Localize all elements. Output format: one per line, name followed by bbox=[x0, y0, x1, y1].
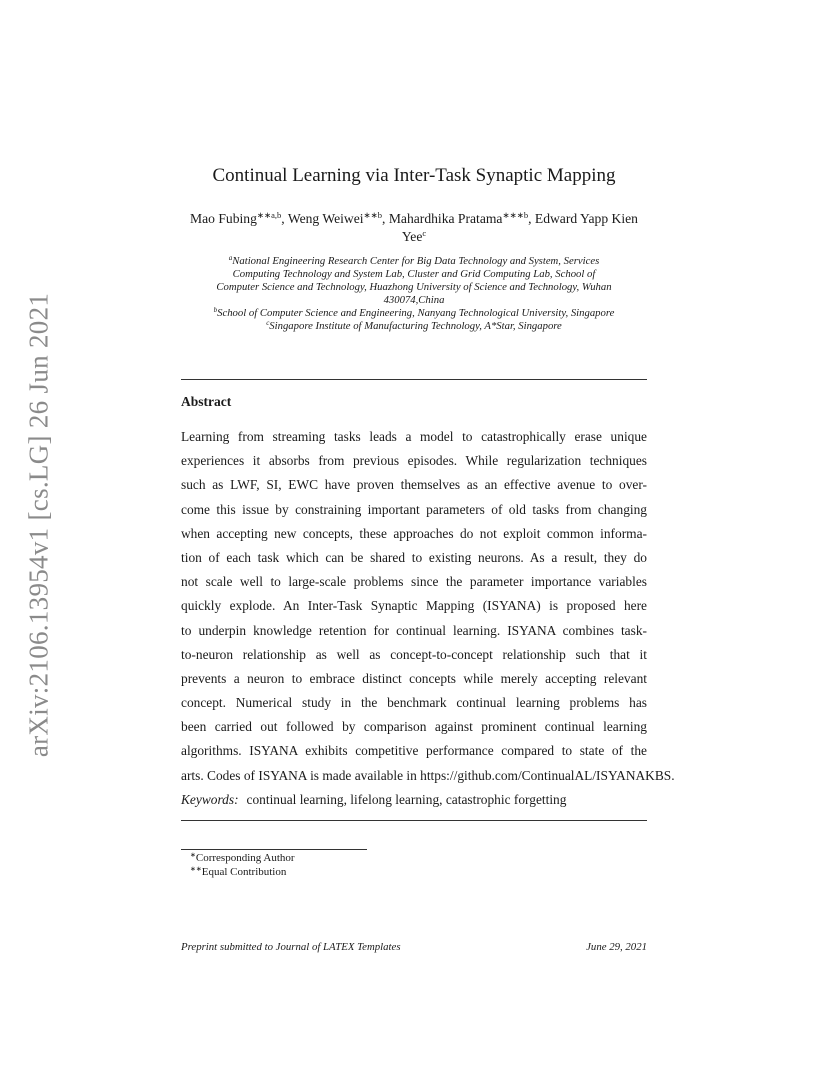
abstract-line: to underpin knowledge retention for continual learning. ISYANA combines task- bbox=[181, 622, 647, 638]
affiliation-text: School of Computer Science and Engineering, Nanyang Technological University, Singapore bbox=[217, 307, 615, 319]
footnote-text: Corresponding Author bbox=[195, 852, 295, 864]
affiliation-line: Computer Science and Technology, Huazhong University of Science and Technology, Wuhan bbox=[216, 281, 612, 293]
abstract-heading: Abstract bbox=[181, 394, 232, 409]
author-separator: , bbox=[281, 211, 288, 226]
footer-date: June 29, 2021 bbox=[586, 941, 647, 953]
page-footer bbox=[181, 941, 647, 953]
footnote-text: Equal Contribution bbox=[201, 865, 287, 878]
author-separator: , bbox=[382, 211, 389, 226]
keywords-label: Keywords: bbox=[181, 792, 239, 807]
keywords-text: continual learning, lifelong learning, catastrophic forgetting bbox=[246, 792, 567, 807]
footnote-mark: ∗ bbox=[190, 851, 196, 859]
abstract-line: experiences it absorbs from previous episodes. While regularization techniques bbox=[181, 453, 647, 469]
abstract-line: prevents a neuron to embrace distinct concepts while merely accepting relevant bbox=[181, 670, 647, 686]
abstract-bottom-rule bbox=[181, 820, 647, 821]
paper-title: Continual Learning via Inter-Task Synaptic Mapping bbox=[212, 165, 616, 186]
author-marks: ∗∗a,b bbox=[256, 210, 282, 220]
author-name: Edward Yapp Kien Yee bbox=[401, 211, 638, 244]
abstract-line: algorithms. ISYANA exhibits competitive performance compared to state of the bbox=[181, 743, 647, 759]
abstract-line: not scale well to large-scale problems since the parameter importance variables bbox=[181, 574, 647, 590]
author-separator: , bbox=[528, 211, 535, 226]
footnotes bbox=[190, 852, 295, 879]
abstract-line: Learning from streaming tasks leads a model to catastrophically erase unique bbox=[181, 429, 647, 444]
abstract-line: come this issue by constraining important parameters of old tasks from changing bbox=[181, 501, 647, 517]
affiliation-line: Computing Technology and System Lab, Cluster and Grid Computing Lab, School of bbox=[232, 268, 596, 280]
abstract-line: such as LWF, SI, EWC have proven themselves as an effective avenue to over- bbox=[181, 477, 647, 493]
arxiv-identifier-stamp: arXiv:2106.13954v1 [cs.LG] 26 Jun 2021 bbox=[23, 292, 54, 758]
abstract-line: tion of each task which can be shared to existing neurons. As a result, they do bbox=[181, 549, 647, 565]
affiliation-mark: b bbox=[213, 306, 218, 314]
affiliation-mark: c bbox=[266, 319, 270, 327]
abstract-line: quickly explode. An Inter-Task Synaptic Mapping (ISYANA) is proposed here bbox=[181, 598, 647, 614]
abstract-line: concept. Numerical study in the benchmark continual learning problems has bbox=[181, 695, 647, 711]
abstract-top-rule bbox=[181, 379, 647, 380]
footnote bbox=[190, 852, 295, 866]
author-marks: c bbox=[422, 228, 427, 238]
footnote-rule bbox=[181, 849, 367, 850]
affiliation-line: 430074,China bbox=[383, 294, 445, 306]
author-list bbox=[181, 210, 647, 246]
author-name: Mao Fubing bbox=[190, 211, 257, 226]
affiliation-line bbox=[176, 307, 652, 320]
keywords bbox=[181, 792, 647, 808]
affiliation-line bbox=[176, 320, 652, 333]
affiliation-mark: a bbox=[228, 254, 233, 262]
abstract-line: to-neuron relationship as well as concept-to-concept relationship such that it bbox=[181, 646, 647, 662]
affiliation-text: National Engineering Research Center for Big Data Technology and System, Services bbox=[232, 255, 600, 267]
footnote-mark: ∗∗ bbox=[190, 864, 202, 873]
author-marks: ∗∗∗b bbox=[502, 210, 529, 220]
author-name: Mahardhika Pratama bbox=[388, 211, 503, 226]
footnote bbox=[190, 866, 295, 880]
abstract-line: been carried out followed by comparison against prominent continual learning bbox=[181, 719, 647, 735]
abstract-body bbox=[181, 425, 675, 788]
affiliation-text: Singapore Institute of Manufacturing Technology, A*Star, Singapore bbox=[269, 320, 562, 332]
affiliation-line bbox=[176, 255, 652, 268]
abstract-line: when accepting new concepts, these approaches do not exploit common informa- bbox=[181, 525, 647, 541]
author-name: Weng Weiwei bbox=[287, 211, 364, 226]
author-marks: ∗∗b bbox=[363, 210, 383, 220]
abstract-line: arts. Codes of ISYANA is made available in https://github.com/ContinualAL/ISYANAKBS. bbox=[181, 767, 675, 783]
affiliations bbox=[176, 255, 652, 333]
footer-left: Preprint submitted to Journal of LATEX Templates bbox=[181, 941, 401, 953]
